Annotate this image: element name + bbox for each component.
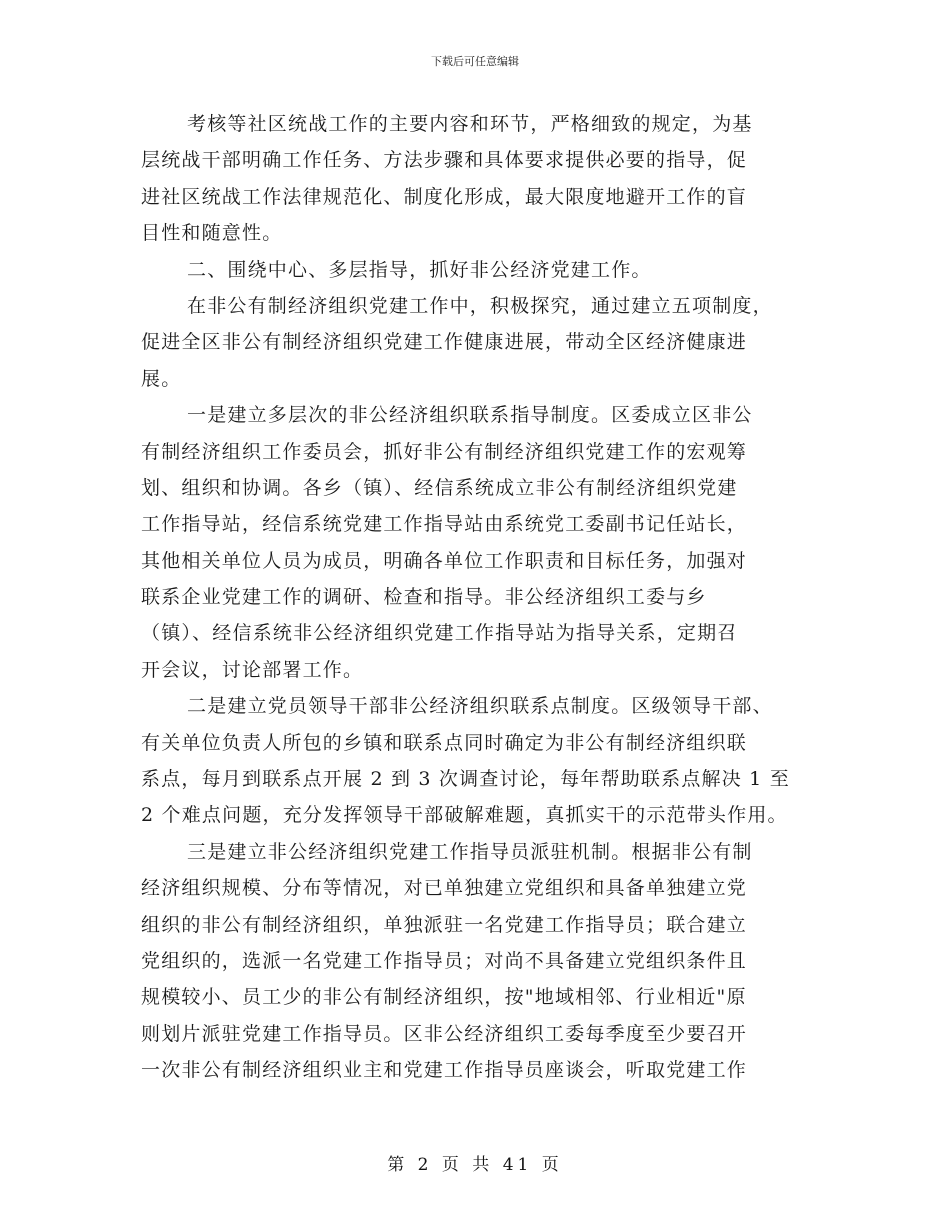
page-number: 第 2 页 共 41 页 [387, 1155, 563, 1175]
text-line: 目性和随意性。 [141, 222, 283, 245]
text-line: 展。 [141, 367, 182, 390]
text-line: 规模较小、员工少的非公有制经济组织，按"地域相邻、行业相近"原 [141, 986, 747, 1009]
document-body [141, 106, 811, 1089]
text-line: 一次非公有制经济组织业主和党建工作指导员座谈会，听取党建工作 [141, 1059, 748, 1082]
text-line: 进社区统战工作法律规范化、制度化形成，最大限度地避开工作的盲 [141, 185, 748, 208]
text-line: 其他相关单位人员为成员，明确各单位工作职责和目标任务，加强对 [141, 549, 748, 572]
text-line: 工作指导站，经信系统党建工作指导站由系统党工委副书记任站长， [141, 513, 748, 536]
text-line: 有关单位负责人所包的乡镇和联系点同时确定为非公有制经济组织联 [141, 731, 748, 754]
text-line: 促进全区非公有制经济组织党建工作健康进展，带动全区经济健康进 [141, 331, 748, 354]
text-line: 在非公有制经济组织党建工作中，积极探究，通过建立五项制度， [187, 294, 773, 317]
paragraph-3 [141, 288, 811, 397]
section-heading [141, 252, 811, 288]
text-line: 系点，每月到联系点开展 2 到 3 次调查讨论，每年帮助联系点解决 1 至 [141, 768, 790, 791]
text-line: 2 个难点问题，充分发挥领导干部破解难题，真抓实干的示范带头作用。 [141, 804, 788, 827]
paragraph-6 [141, 834, 811, 1089]
paragraph-5 [141, 688, 811, 834]
text-line: 层统战干部明确工作任务、方法步骤和具体要求提供必要的指导，促 [141, 149, 748, 172]
text-line: 经济组织规模、分布等情况，对已单独建立党组织和具备单独建立党 [141, 877, 748, 900]
text-line: 党组织的，选派一名党建工作指导员；对尚不具备建立党组织条件且 [141, 949, 748, 972]
text-line: 有制经济组织工作委员会，抓好非公有制经济组织党建工作的宏观筹 [141, 440, 748, 463]
text-line: （镇）、经信系统非公经济组织党建工作指导站为指导关系，定期召 [141, 622, 738, 645]
text-line: 一是建立多层次的非公经济组织联系指导制度。区委成立区非公 [187, 404, 753, 427]
text-line: 组织的非公有制经济组织，单独派驻一名党建工作指导员；联合建立 [141, 913, 748, 936]
text-line: 则划片派驻党建工作指导员。区非公经济组织工委每季度至少要召开 [141, 1022, 748, 1045]
text-line: 划、组织和协调。各乡（镇）、经信系统成立非公有制经济组织党建 [141, 476, 738, 499]
text-line: 联系企业党建工作的调研、检查和指导。非公经济组织工委与乡 [141, 586, 707, 609]
text-line: 开会议，讨论部署工作。 [141, 658, 364, 681]
paragraph-1 [141, 106, 811, 252]
text-line: 二是建立党员领导干部非公经济组织联系点制度。区级领导干部、 [187, 695, 773, 718]
page-header: 下载后可任意编辑 [431, 55, 519, 68]
text-line: 三是建立非公经济组织党建工作指导员派驻机制。根据非公有制 [187, 840, 753, 863]
paragraph-4 [141, 397, 811, 688]
text-line: 考核等社区统战工作的主要内容和环节，严格细致的规定，为基 [187, 113, 753, 135]
text-line: 二、围绕中心、多层指导，抓好非公经济党建工作。 [187, 258, 652, 281]
